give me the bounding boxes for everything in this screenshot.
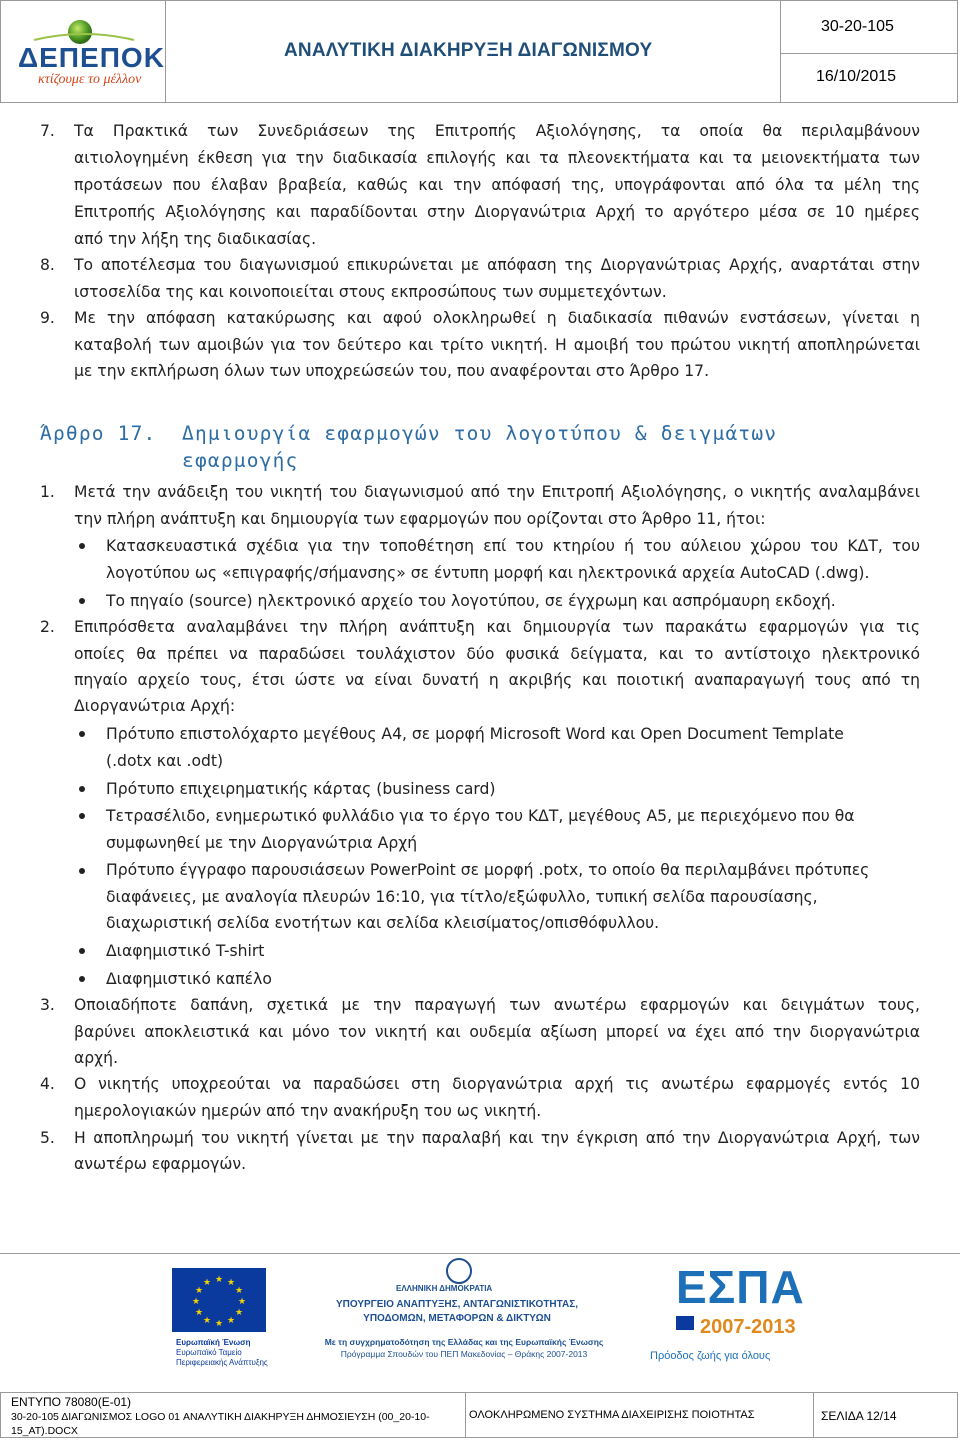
document-code: 30-20-105	[821, 18, 894, 35]
bullet-dot	[79, 868, 85, 874]
item-number: 7.	[40, 122, 55, 140]
svg-text:★: ★	[194, 1286, 204, 1296]
paragraph-line: προτάσεων που έλαβαν βραβεία, καθώς και την απόφασή της, υπογράφονται από όλα τα μέλη της	[74, 176, 920, 194]
eu-caption-line: Περιφερειακής Ανάπτυξης	[176, 1358, 268, 1367]
ministry-line: ΥΠΟΥΡΓΕΙΟ ΑΝΑΠΤΥΞΗΣ, ΑΝΤΑΓΩΝΙΣΤΙΚΟΤΗΤΑΣ,	[335, 1299, 579, 1310]
quality-system: ΟΛΟΚΛΗΡΩΜΕΝΟ ΣΥΣΤΗΜΑ ΔΙΑΧΕΙΡΙΣΗΣ ΠΟΙΟΤΗΤΑΣ	[469, 1409, 755, 1421]
bullet-line: (.dotx και .odt)	[106, 752, 224, 770]
bullet-line: Το πηγαίο (source) ηλεκτρονικό αρχείο του λογοτύπου, σε έγχρωμη και ασπρόμαυρη εκδοχή.	[106, 592, 836, 610]
paragraph-line: αρχή.	[74, 1049, 119, 1067]
greek-emblem-icon	[446, 1258, 472, 1284]
eu-stars-icon	[172, 1268, 266, 1332]
paragraph-line: οποίες θα πρέπει να παραδώσει τουλάχιστον δύο φυσικά δείγματα, και το αντίστοιχο ηλεκτρονικό	[74, 645, 920, 663]
bullet-dot	[79, 786, 85, 792]
cofunding-block	[304, 1336, 624, 1360]
item-number: 8.	[40, 256, 55, 274]
svg-text:★: ★	[214, 1319, 224, 1329]
item-number: 5.	[40, 1129, 55, 1147]
item-number: 3.	[40, 996, 55, 1014]
page-header	[0, 0, 960, 106]
document-title: ΑΝΑΛΥΤΙΚΗ ΔΙΑΚΗΡΥΞΗ ΔΙΑΓΩΝΙΣΜΟΥ	[284, 40, 653, 61]
article-heading	[40, 420, 777, 474]
espa-years: 2007-2013	[700, 1316, 796, 1338]
article-title: Δημιουργία εφαρμογών του λογοτύπου & δειγμάτων	[182, 422, 778, 445]
svg-text:★: ★	[194, 1308, 204, 1318]
ministry-line: ΥΠΟΔΟΜΩΝ, ΜΕΤΑΦΟΡΩΝ & ΔΙΚΤΥΩΝ	[363, 1313, 551, 1324]
svg-text:★: ★	[237, 1297, 247, 1307]
paragraph-line: Η αποπληρωμή του νικητή γίνεται με την παραλαβή και την έγκριση από την Διοργανώτρια Αρχή, των	[74, 1129, 920, 1147]
bullet-line: λογοτύπου ως «επιγραφής/σήμανσης» σε έντυπη μορφή και ηλεκτρονικά αρχεία AutoCAD (.dwg).	[106, 564, 870, 582]
bullet-dot	[79, 948, 85, 954]
cofunding-line: Με τη συγχρηματοδότηση της Ελλάδας και της Ευρωπαϊκής Ένωσης	[324, 1337, 604, 1347]
svg-text:★: ★	[234, 1286, 244, 1296]
espa-tagline: Πρόοδος ζωής για όλους	[650, 1350, 771, 1362]
svg-text:★: ★	[214, 1275, 224, 1285]
bullet-line: Τετρασέλιδο, ενημερωτικό φυλλάδιο για το έργο του ΚΔΤ, μεγέθους Α5, με περιεχόμενο που θα	[106, 807, 855, 825]
item-number: 9.	[40, 309, 55, 327]
paragraph-line: πηγαίο αρχείο τους, έτσι ώστε να είναι δυνατή η ακριβής και ποιοτική αναπαραγωγή τους από τη	[74, 671, 920, 689]
footer-divider	[813, 1393, 814, 1437]
header-divider	[780, 1, 781, 102]
form-code: ΕΝΤΥΠΟ 78080(Ε-01)	[11, 1395, 132, 1409]
paragraph-line: Τα Πρακτικά των Συνεδριάσεων της Επιτροπής Αξιολόγησης, τα οποία θα περιλαμβάνουν	[74, 122, 920, 140]
paragraph-line: από την λήξη της διαδικασίας.	[74, 230, 317, 248]
article-label: Άρθρο 17.	[40, 422, 157, 445]
bullet-line: διαχωριστική σελίδα ενοτήτων και σελίδα κλεισίματος/οπισθόφυλλου.	[106, 914, 660, 932]
eu-flag-icon	[172, 1268, 266, 1332]
eu-caption	[176, 1338, 268, 1368]
svg-text:★: ★	[202, 1316, 212, 1326]
svg-text:★: ★	[226, 1316, 236, 1326]
logo-text: ΔΕΠΕΠΟΚ	[18, 42, 165, 73]
bullet-line: Πρότυπο επιχειρηματικής κάρτας (business card)	[106, 780, 496, 798]
paragraph-line: βαρύνει αποκλειστικά και μόνο τον νικητή και ουδεμία αξίωση μπορεί να έχει από την διοργανώτρια	[74, 1023, 920, 1041]
bullet-line: Κατασκευαστικά σχέδια για την τοποθέτηση επί του κτηρίου ή του αύλειου χώρου του ΚΔΤ, του	[106, 537, 920, 555]
bullet-line: Πρότυπο έγγραφο παρουσιάσεων PowerPoint σε μορφή .potx, το οποίο θα περιλαμβάνει πρότυπες	[106, 861, 870, 879]
bullet-line: Διαφημιστικό T-shirt	[106, 942, 265, 960]
header-divider	[780, 53, 957, 54]
ministry-block	[332, 1298, 582, 1326]
document-date: 16/10/2015	[816, 68, 897, 85]
bullet-line: συμφωνηθεί με την Διοργανώτρια Αρχή	[106, 834, 418, 852]
svg-text:★: ★	[191, 1297, 201, 1307]
bullet-dot	[79, 543, 85, 549]
bullet-dot	[79, 731, 85, 737]
item-number: 4.	[40, 1075, 55, 1093]
eu-mini-flag-icon	[676, 1316, 694, 1330]
paragraph-line: ιστοσελίδα της και κοινοποιείται στους εκπροσώπους των συμμετεχόντων.	[74, 283, 667, 301]
logo-tagline: κτίζουμε το μέλλον	[38, 72, 142, 87]
bullet-line: διαφάνειες, με αναλογία πλευρών 16:10, για τίτλο/εξώφυλλο, τυπική σελίδα παρουσίασης,	[106, 888, 818, 906]
svg-text:★: ★	[234, 1308, 244, 1318]
eu-caption-line: Ευρωπαϊκό Ταμείο	[176, 1348, 242, 1357]
paragraph-line: ημερολογιακών ημερών από την ανακήρυξη του ως νικητή.	[74, 1102, 542, 1120]
svg-text:★: ★	[202, 1278, 212, 1288]
bullet-dot	[79, 976, 85, 982]
bullet-dot	[79, 813, 85, 819]
paragraph-line: Το αποτέλεσμα του διαγωνισμού επικυρώνεται με απόφαση της Διοργανώτριας Αρχής, αναρτάται στην	[74, 256, 920, 274]
bullet-dot	[79, 598, 85, 604]
paragraph-line: Επιπρόσθετα αναλαμβάνει την πλήρη ανάπτυξη και δημιουργία των παρακάτω εφαρμογών για τις	[74, 618, 920, 636]
bullet-line: Διαφημιστικό καπέλο	[106, 970, 272, 988]
paragraph-line: την πλήρη ανάπτυξη και δημιουργία των εφαρμογών που ορίζονται στο Άρθρο 11, ήτοι:	[74, 510, 766, 528]
cofunding-line: Πρόγραμμα Σπουδών του ΠΕΠ Μακεδονίας – Θράκης 2007-2013	[340, 1349, 588, 1359]
espa-logo: ΕΣΠΑ	[676, 1261, 805, 1313]
hr-label: ΕΛΛΗΝΙΚΗ ΔΗΜΟΚΡΑΤΙΑ	[396, 1284, 493, 1293]
paragraph-line: ανωτέρω εφαρμογών.	[74, 1155, 247, 1173]
eu-caption-line: Ευρωπαϊκή Ένωση	[176, 1338, 251, 1347]
file-name: 30-20-105 ΔΙΑΓΩΝΙΣΜΟΣ LOGO 01 ΑΝΑΛΥΤΙΚΗ ΔΙΑΚΗΡΥΞΗ ΔΗΜΟΣΙΕΥΣΗ (00_20-10-	[11, 1411, 430, 1423]
paragraph-line: με την εκπλήρωση όλων των υποχρεώσεών του, που αναφέρονται στο Άρθρο 17.	[74, 362, 710, 380]
article-title-cont: εφαρμογής	[182, 449, 299, 472]
page-number: ΣΕΛΙΔΑ 12/14	[821, 1409, 897, 1423]
item-number: 2.	[40, 618, 55, 636]
paragraph-line: Διοργανώτρια Αρχή:	[74, 697, 236, 715]
paragraph-line: αιτιολογημένη έκθεση για την διαδικασία επιλογής και τα πλεονεκτήματα και τα μειονεκτήματα των	[74, 149, 920, 167]
company-logo	[14, 10, 165, 92]
paragraph-line: Με την απόφαση κατακύρωσης και αφού ολοκληρωθεί η διαδικασία πιθανών ενστάσεων, γίνεται η	[74, 309, 920, 327]
paragraph-line: Ο νικητής υποχρεούται να παραδώσει στη διοργανώτρια αρχή τις ανωτέρω εφαρμογές εντός 10	[74, 1075, 920, 1093]
svg-text:★: ★	[226, 1278, 236, 1288]
paragraph-line: Μετά την ανάδειξη του νικητή του διαγωνισμού από την Επιτροπή Αξιολόγησης, ο νικητής αναλαμβάνει	[74, 483, 920, 501]
header-divider	[165, 1, 166, 102]
paragraph-line: Οποιαδήποτε δαπάνη, σχετικά με την παραγωγή των ανωτέρω εφαρμογών και δειγμάτων τους,	[74, 996, 920, 1014]
item-number: 1.	[40, 483, 55, 501]
file-name-cont: 15_AT).DOCX	[11, 1425, 78, 1437]
page-footer	[0, 1392, 958, 1438]
funding-logos	[0, 1253, 960, 1392]
footer-divider	[465, 1393, 466, 1437]
bullet-line: Πρότυπο επιστολόχαρτο μεγέθους Α4, σε μορφή Microsoft Word και Open Document Template	[106, 725, 844, 743]
paragraph-line: Επιτροπής Αξιολόγησης και παραδίδονται στην Διοργανώτρια Αρχή το αργότερο μέσα σε 10 ημέρες	[74, 203, 920, 221]
paragraph-line: καταβολή των αμοιβών για τον δεύτερο και τρίτο νικητή. Η αμοιβή του πρώτου νικητή αποπληρώνεται	[74, 336, 920, 354]
